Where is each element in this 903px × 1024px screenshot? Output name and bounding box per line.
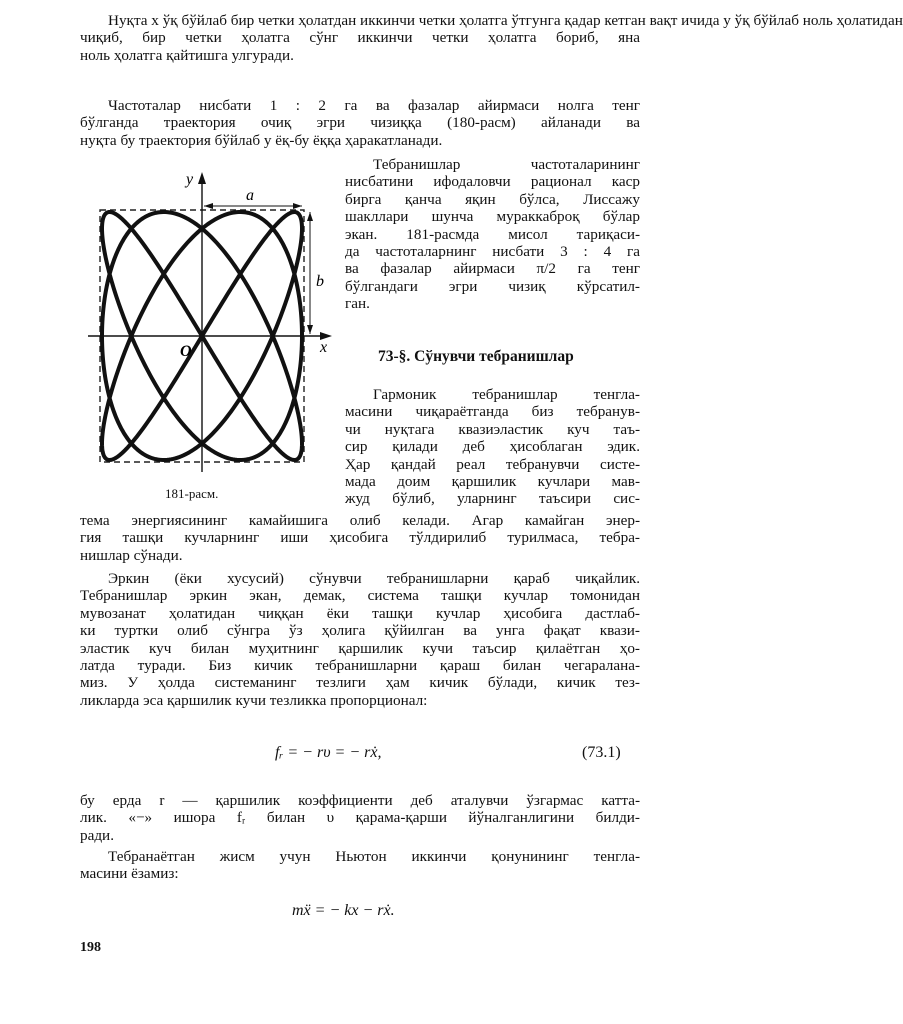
text-line: мада доим қаршилик кучлари мав- [345,472,640,490]
dimension-a-arrow [204,203,213,209]
text-line: нишлар сўнади. [80,546,183,564]
text-line: ган. [345,295,370,313]
section-heading: 73-§. Сўнувчи тебранишлар [378,348,574,365]
text-line: лик. «−» ишора fᵣ билан υ қарама-қарши йўналганлигини билди- [80,809,640,827]
text-line: бўлгандаги эгри чизиқ кўрсатил- [345,277,640,295]
text-line: Тебранишлар эркин экан, демак, система ташқи кучлар томонидан [80,587,640,605]
text-line: экан. 181-расмда мисол тариқаси- [345,225,640,243]
text-line: Гармоник тебранишлар тенгла- [373,386,640,403]
dimension-b-label: b [316,273,324,290]
text-line: сир қилади деб ҳисоблаган эдик. [345,438,640,456]
text-line: да частоталарнинг нисбати 3 : 4 га [345,242,640,260]
newton-equation: mẍ = − kx − rẋ. [292,902,395,919]
text-line: Тебранишлар частоталарининг [373,156,640,173]
text-line: бу ерда r — қаршилик коэффициенти деб аталувчи ўзгармас катта- [80,792,640,809]
text-line: ради. [80,826,114,844]
text-line: чи нуқтага квазиэластик куч таъ- [345,420,640,438]
text-line: ки туртки олиб сўнгра ўз ҳолига қўйилган ва унга фақат квази- [80,622,640,640]
figure-caption: 181-расм. [165,486,219,501]
text-line: Эркин (ёки хусусий) сўнувчи тебранишларни қараб чиқайлик. [108,570,640,587]
formula-73-1: fᵣ = − rυ = − rẋ, [275,744,382,761]
text-line: ноль ҳолатга қайтишга улгуради. [80,46,294,64]
paragraph-2 [80,97,640,149]
y-axis-label: y [186,171,194,188]
text-line: нуқта бу траектория бўйлаб у ёқ-бу ёққа ҳаракатланади. [80,131,443,149]
paragraph-7 [80,848,640,883]
text-line: тема энергиясининг камайишига олиб келади. Агар камайган энер- [80,512,640,529]
paragraph-3 [345,156,640,313]
paragraph-4-right [345,386,640,508]
y-axis-arrow [198,172,206,184]
lissajous-figure [88,168,338,480]
dimension-b-arrow [307,212,313,221]
text-line: гия ташқи кучларнинг иши ҳисобига тўлдирилиб турилмаса, тебра- [80,529,640,547]
page-number: 198 [80,940,101,955]
paragraph-4-continued [80,512,640,564]
paragraph-5 [80,570,640,709]
text-line: масини ёзамиз: [80,865,179,883]
text-line: ва фазалар айирмаси π/2 га тенг [345,260,640,278]
dimension-a-label: a [246,187,254,204]
text-line: эластик куч билан муҳитнинг қаршилик кучи таъсир қилаётган ҳо- [80,639,640,657]
text-line: Ҳар қандай реал тебранувчи систе- [345,455,640,473]
text-line: чиқиб, бир четки ҳолатга сўнг иккинчи четки ҳолатга бориб, яна [80,29,640,47]
dimension-b-arrow [307,325,313,334]
text-line: миз. У ҳолда системанинг тезлиги ҳам кичик бўлади, кичик тез- [80,674,640,692]
text-line: шакллари шунча мураккаброқ бўлар [345,208,640,226]
text-line: Тебранаётган жисм учун Ньютон иккинчи қонунининг тенгла- [108,848,640,865]
text-line: нисбатини ифодаловчи рационал каср [345,173,640,191]
x-axis-label: x [320,339,328,356]
text-line: бўлганда траектория очиқ эгри чизиққа (180-расм) айланади ва [80,114,640,132]
paragraph-6 [80,792,640,844]
text-line: ликларда эса қаршилик кучи тезликка пропорционал: [80,691,428,709]
text-line: бирга қанча яқин бўлса, Лиссажу [345,190,640,208]
formula-number: (73.1) [582,744,621,761]
text-line: жуд бўлиб, уларнинг таъсири сис- [345,490,640,508]
dimension-a-arrow [293,203,302,209]
paragraph-1 [80,12,903,64]
text-line: масини чиқараётганда биз тебранув- [345,403,640,421]
origin-label: O [180,343,192,360]
text-line: Нуқта x ўқ бўйлаб бир четки ҳолатдан иккинчи четки ҳолатга ўтгунга қадар кетган вақт ичида у ўқ бўйлаб ноль ҳолатидан [108,12,903,29]
text-line: латда туради. Биз кичик тебранишларни қараш билан чегаралана- [80,656,640,674]
text-line: Частоталар нисбати 1 : 2 га ва фазалар айирмаси нолга тенг [108,97,640,114]
text-line: мувозанат ҳолатидан чиққан ёки ташқи кучлар ҳисобига дастлаб- [80,604,640,622]
